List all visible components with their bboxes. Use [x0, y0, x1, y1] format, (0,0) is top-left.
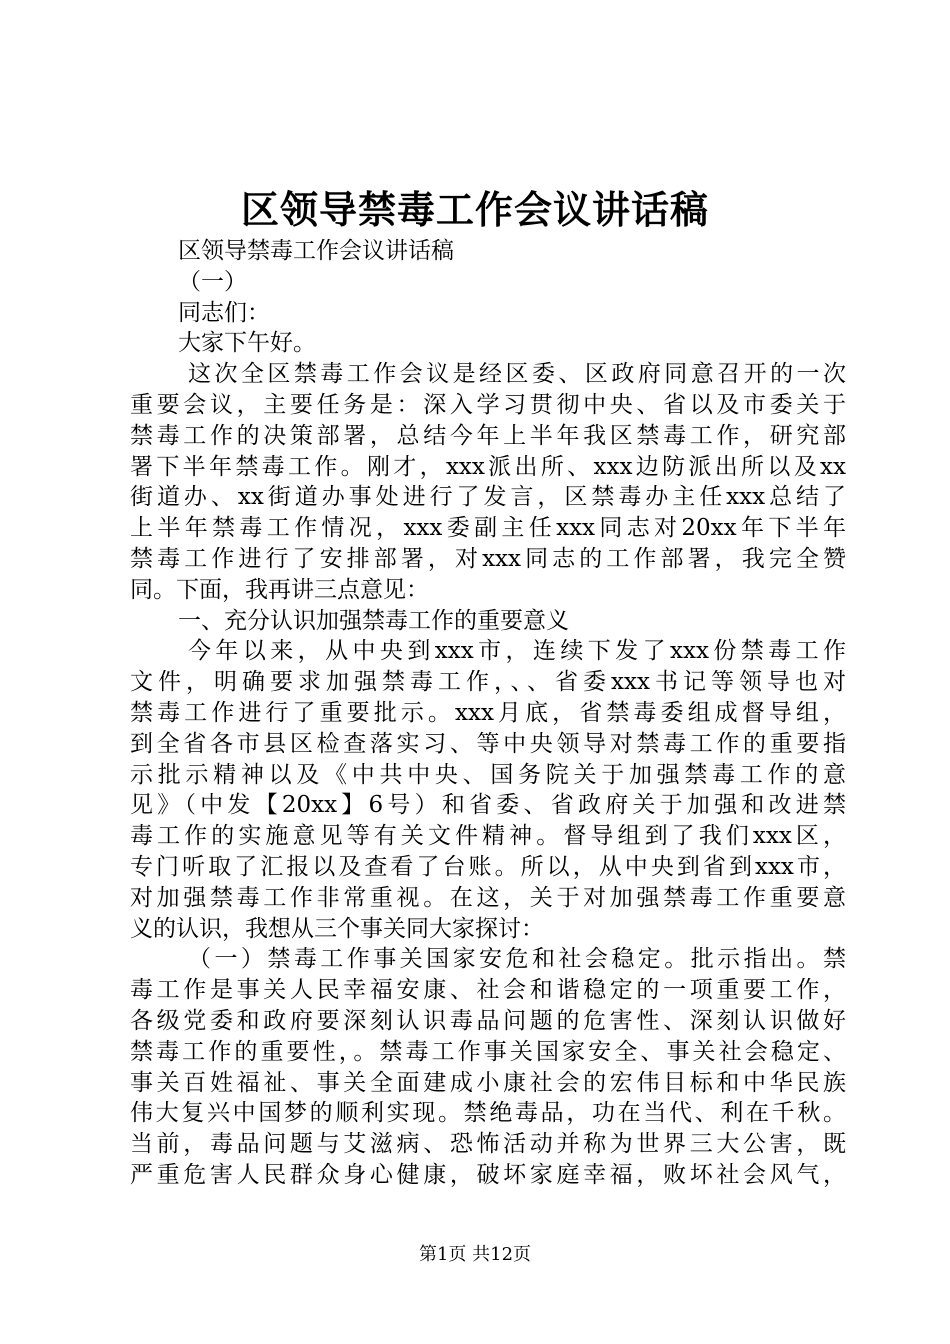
text-line: 毒工作是事关人民幸福安康、社会和谐稳定的一项重要工作， [130, 977, 846, 1004]
text-line: 这次全区禁毒工作会议是经区委、区政府同意召开的一次 [188, 361, 846, 388]
text-line: 严重危害人民群众身心健康，破坏家庭幸福，败坏社会风气， [130, 1161, 846, 1188]
document-title: 区领导禁毒工作会议讲话稿 [240, 187, 709, 232]
text-line: 文件，明确要求加强禁毒工作，、、省委xxx书记等领导也对 [130, 669, 846, 696]
text-line: 重要会议，主要任务是：深入学习贯彻中央、省以及市委关于 [130, 391, 846, 418]
text-line: 大家下午好。 [178, 330, 316, 357]
text-line: 禁毒工作的决策部署，总结今年上半年我区禁毒工作，研究部 [130, 422, 846, 449]
text-line: 义的认识，我想从三个事关同大家探讨： [130, 915, 544, 942]
text-line: 事关百姓福祉、事关全面建成小康社会的宏伟目标和中华民族 [130, 1069, 846, 1096]
text-line: （一） [178, 268, 247, 295]
text-line: 到全省各市县区检查落实习、等中央领导对禁毒工作的重要指 [130, 730, 846, 757]
text-line: 街道办、xx街道办事处进行了发言，区禁毒办主任xxx总结了 [130, 484, 846, 511]
text-line: 区领导禁毒工作会议讲话稿 [178, 238, 454, 264]
text-line: 见》（中发【20xx】6号）和省委、省政府关于加强和改进禁 [130, 792, 846, 819]
text-line: 禁毒工作的重要性，。禁毒工作事关国家安全、事关社会稳定、 [130, 1038, 846, 1065]
text-line: 毒工作的实施意见等有关文件精神。督导组到了我们xxx区， [130, 823, 846, 850]
text-line: 示批示精神以及《中共中央、国务院关于加强禁毒工作的意 [130, 761, 846, 788]
text-line: 伟大复兴中国梦的顺利实现。禁绝毒品，功在当代、利在千秋。 [130, 1100, 846, 1127]
text-line: （一）禁毒工作事关国家安危和社会稳定。批示指出。禁 [188, 946, 846, 973]
text-line: 同。下面，我再讲三点意见： [130, 576, 429, 603]
text-line: 禁毒工作进行了重要批示。xxx月底，省禁毒委组成督导组， [130, 699, 846, 726]
text-line: 专门听取了汇报以及查看了台账。所以，从中央到省到xxx市， [130, 853, 846, 880]
text-line: 上半年禁毒工作情况，xxx委副主任xxx同志对20xx年下半年 [130, 515, 846, 542]
text-line: 同志们： [178, 299, 270, 326]
text-line: 当前，毒品问题与艾滋病、恐怖活动并称为世界三大公害，既 [130, 1131, 846, 1158]
document-body [130, 236, 846, 1191]
text-line: 今年以来，从中央到xxx市，连续下发了xxx份禁毒工作 [188, 638, 846, 665]
text-line: 各级党委和政府要深刻认识毒品问题的危害性、深刻认识做好 [130, 1007, 846, 1034]
page-footer: 第1页 共12页 [418, 1244, 532, 1265]
text-line: 一、充分认识加强禁毒工作的重要意义 [178, 607, 569, 634]
text-line: 署下半年禁毒工作。刚才，xxx派出所、xxx边防派出所以及xx [130, 453, 846, 480]
text-line: 禁毒工作进行了安排部署，对xxx同志的工作部署，我完全赞 [130, 545, 846, 572]
text-line: 对加强禁毒工作非常重视。在这，关于对加强禁毒工作重要意 [130, 884, 846, 911]
